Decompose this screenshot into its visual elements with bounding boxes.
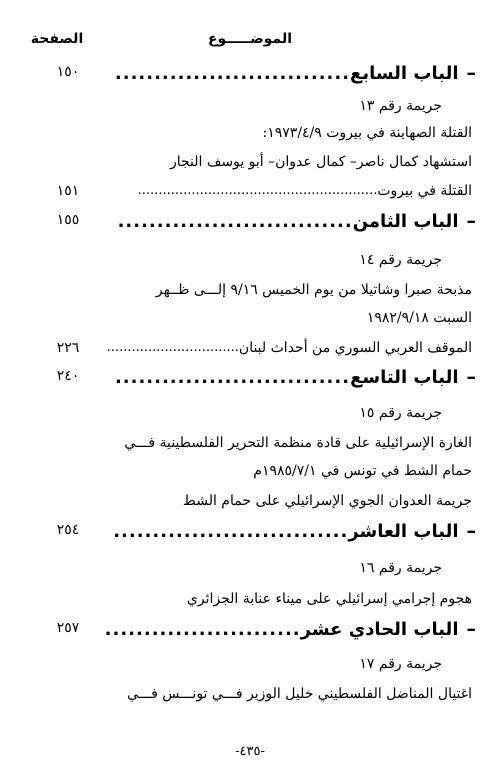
leader-dots: .............................. bbox=[114, 367, 351, 388]
entry-text: القتلة الصهاينة في بيروت ١٩٧٣/٤/٩: bbox=[262, 125, 472, 141]
page-number: ٢٤٠ bbox=[56, 368, 80, 384]
chapter-title: الباب التاسع bbox=[350, 367, 459, 388]
chapter-title: الباب الثامن bbox=[352, 211, 459, 232]
toc-chapter-8 bbox=[0, 212, 500, 238]
crime-number: جريمة رقم ١٥ bbox=[359, 405, 442, 421]
entry-text: الغارة الإسرائيلية على قادة منظمة التحرير الفلسطينية فـــي bbox=[124, 435, 472, 451]
leader-dots: .......................................................... bbox=[137, 183, 378, 198]
chapter-title: الباب الحادي عشر bbox=[300, 619, 459, 640]
toc-chapter-7 bbox=[0, 64, 500, 90]
entry-text: اغتيال المناضل الفلسطيني خليل الوزير فـــي تونـــس فـــي bbox=[127, 686, 472, 702]
toc-chapter-11 bbox=[0, 620, 500, 646]
column-header-topic: الموضـــــوع bbox=[207, 31, 292, 47]
page-footer-number: -٤٣٥- bbox=[235, 744, 265, 759]
chapter-dash: – bbox=[466, 62, 476, 84]
toc-entry-dotted bbox=[0, 340, 500, 366]
leader-dots: ......................... bbox=[104, 619, 301, 640]
leader-dots: .............................. bbox=[117, 211, 353, 232]
entry-text: استشهاد كمال ناصر– كمال عدوان– أبو يوسف النجار bbox=[169, 154, 472, 170]
page-number: ٢٥٧ bbox=[56, 620, 80, 636]
chapter-dash: – bbox=[466, 210, 476, 232]
chapter-dash: – bbox=[466, 520, 476, 542]
page-number: ٢٢٦ bbox=[56, 340, 80, 356]
crime-number: جريمة رقم ١٧ bbox=[359, 656, 442, 672]
page-number: ١٥٥ bbox=[56, 212, 80, 228]
entry-text: جريمة العدوان الجوي الإسرائيلي على حمام الشط bbox=[182, 493, 472, 509]
entry-text: القتلة في بيروت bbox=[377, 183, 472, 199]
page-number: ١٥٠ bbox=[56, 64, 80, 80]
page-number: ٢٥٤ bbox=[56, 522, 80, 538]
chapter-dash: – bbox=[466, 618, 476, 640]
entry-text: مذبحة صبرا وشاتيلا من يوم الخميس ٩/١٦ إلـــى ظــهر bbox=[155, 282, 472, 298]
crime-number: جريمة رقم ١٤ bbox=[359, 252, 442, 268]
entry-text: الموقف العربي السوري من أحداث لبنان bbox=[238, 340, 472, 356]
leader-dots: .............................. bbox=[113, 521, 349, 542]
entry-text: السبت ١٩٨٢/٩/١٨ bbox=[366, 310, 472, 326]
page-number: ١٥١ bbox=[56, 183, 80, 199]
crime-number: جريمة رقم ١٦ bbox=[359, 560, 442, 576]
toc-entry-dotted bbox=[0, 183, 500, 209]
leader-dots: ................................ bbox=[106, 340, 239, 355]
column-header-page: الصفحة bbox=[30, 31, 84, 47]
entry-text: هجوم إجرامي إسرائيلي على ميناء عنابة الجزائري bbox=[186, 591, 472, 607]
leader-dots: .............................. bbox=[114, 63, 351, 84]
toc-chapter-10 bbox=[0, 522, 500, 548]
entry-text: حمام الشط في تونس في ١٩٨٥/٧/١م bbox=[253, 463, 472, 479]
crime-number: جريمة رقم ١٣ bbox=[359, 98, 442, 114]
chapter-title: الباب السابع bbox=[350, 63, 459, 84]
toc-chapter-9 bbox=[0, 368, 500, 394]
chapter-title: الباب العاشر bbox=[348, 521, 459, 542]
chapter-dash: – bbox=[466, 366, 476, 388]
